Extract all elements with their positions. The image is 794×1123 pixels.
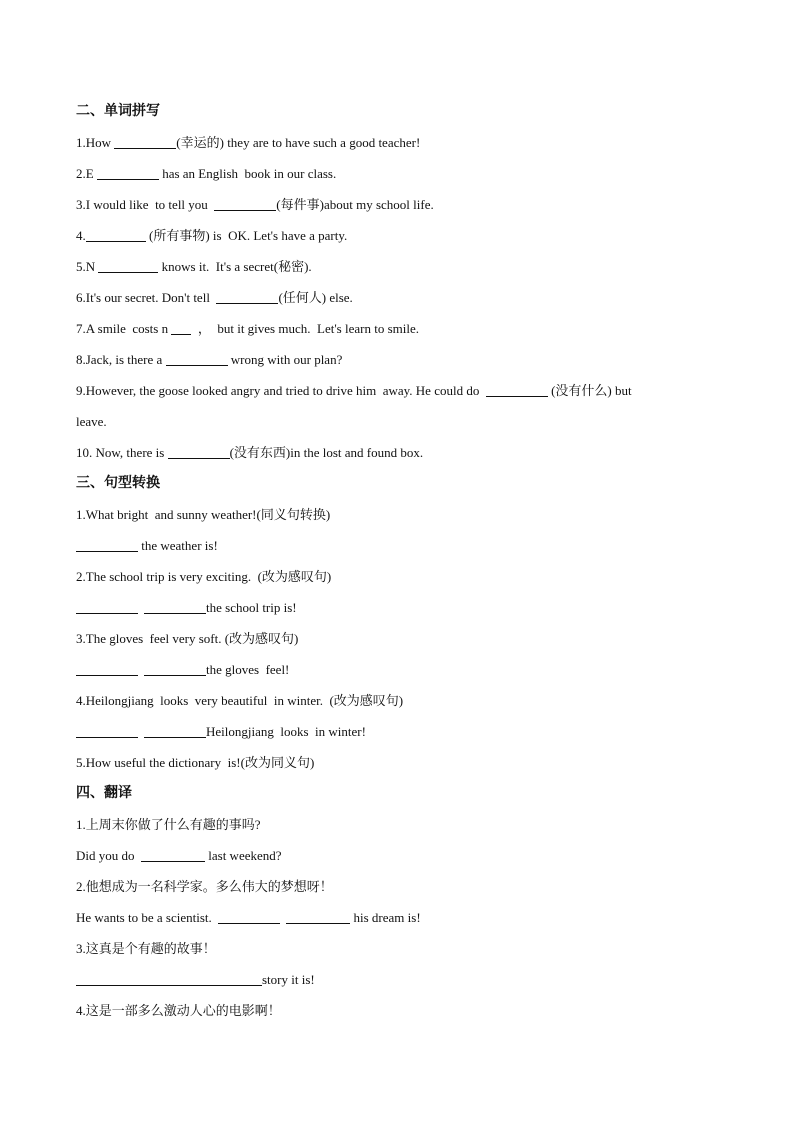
question-s2-9-continued: leave. [76, 414, 107, 429]
question-s2-8: 8.Jack, is there a wrong with our plan? [76, 352, 343, 367]
answer-line-s4-2: He wants to be a scientist. his dream is! [76, 910, 421, 925]
answer-line-s4-1: Did you do last weekend? [76, 848, 282, 863]
answer-blank[interactable] [76, 537, 138, 552]
answer-blank[interactable] [76, 599, 138, 614]
answer-blank[interactable] [286, 909, 350, 924]
question-s3-2: 2.The school trip is very exciting. (改为感叹句) [76, 569, 332, 584]
question-s4-1: 1.上周末你做了什么有趣的事吗? [76, 817, 261, 832]
question-s2-5: 5.N knows it. It's a secret(秘密). [76, 259, 312, 274]
answer-blank[interactable] [166, 351, 228, 366]
question-s2-7: 7.A smile costs n ， but it gives much. Let's learn to smile. [76, 321, 419, 336]
question-s2-10: 10. Now, there is (没有东西)in the lost and found box. [76, 445, 424, 460]
question-s2-4: 4. (所有事物) is OK. Let's have a party. [76, 228, 348, 243]
worksheet-page [76, 96, 706, 1026]
question-s2-1: 1.How (幸运的) they are to have such a good teacher! [76, 135, 421, 150]
question-s2-2: 2.E has an English book in our class. [76, 166, 337, 181]
answer-blank[interactable] [98, 258, 158, 273]
question-s3-5: 5.How useful the dictionary is!(改为同义句) [76, 755, 315, 770]
answer-line-s3-1: the weather is! [76, 530, 706, 561]
question-s3-1: 1.What bright and sunny weather!(同义句转换) [76, 507, 331, 522]
answer-blank[interactable] [168, 444, 230, 459]
answer-line-s4-3: story it is! [76, 964, 706, 995]
answer-blank[interactable] [144, 661, 206, 676]
question-s4-2: 2.他想成为一名科学家。多么伟大的梦想呀！ [76, 879, 333, 894]
question-s2-9: 9.However, the goose looked angry and tried to drive him away. He could do (没有什么) but [76, 383, 632, 398]
answer-blank[interactable] [86, 227, 146, 242]
answer-blank[interactable] [76, 723, 138, 738]
answer-line-s3-4: Heilongjiang looks in winter! [76, 716, 706, 747]
question-s2-3: 3.I would like to tell you (每件事)about my school life. [76, 197, 434, 212]
answer-blank[interactable] [76, 971, 262, 986]
section-heading-spelling: 二、单词拼写 [76, 103, 160, 119]
answer-line-s3-3: the gloves feel! [76, 654, 706, 685]
answer-blank[interactable] [114, 134, 176, 149]
answer-blank[interactable] [216, 289, 278, 304]
question-s3-4: 4.Heilongjiang looks very beautiful in winter. (改为感叹句) [76, 693, 404, 708]
question-s4-4: 4.这是一部多么激动人心的电影啊！ [76, 1003, 281, 1018]
section-heading-translation: 四、翻译 [76, 785, 132, 801]
question-s3-3: 3.The gloves feel very soft. (改为感叹句) [76, 631, 299, 646]
question-s4-3: 3.这真是个有趣的故事！ [76, 941, 216, 956]
answer-blank[interactable] [76, 661, 138, 676]
answer-line-s3-2: the school trip is! [76, 592, 706, 623]
answer-blank[interactable] [144, 599, 206, 614]
answer-blank[interactable] [218, 909, 280, 924]
question-s2-6: 6.It's our secret. Don't tell (任何人) else. [76, 290, 353, 305]
answer-blank[interactable] [144, 723, 206, 738]
section-heading-sentence-transform: 三、句型转换 [76, 475, 160, 491]
answer-blank[interactable] [97, 165, 159, 180]
answer-blank[interactable] [214, 196, 276, 211]
answer-blank[interactable] [486, 382, 548, 397]
answer-blank[interactable] [141, 847, 205, 862]
answer-blank[interactable] [171, 320, 191, 335]
